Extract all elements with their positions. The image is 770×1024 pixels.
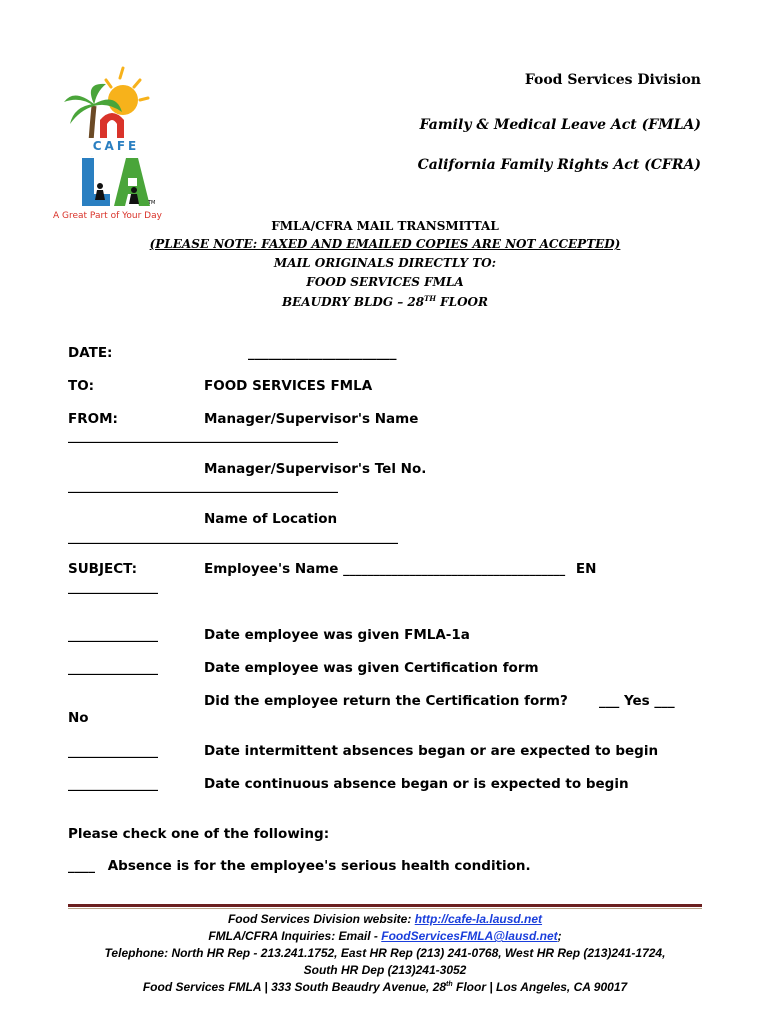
fmla1a-date-label: Date employee was given FMLA-1a <box>204 627 470 643</box>
health-condition-label: Absence is for the employee's serious health condition. <box>107 858 531 874</box>
footer-address <box>0 980 770 994</box>
footer-address-sup: th <box>446 981 453 988</box>
mail-recipient-line: FOOD SERVICES FMLA <box>306 275 464 289</box>
mail-address-line <box>0 294 770 309</box>
logo-tm: TM <box>148 200 156 206</box>
footer-inquiries-line <box>0 929 770 943</box>
manager-name-blank[interactable]: _____________________________________________ <box>68 429 338 443</box>
transmittal-note: (PLEASE NOTE: FAXED AND EMAILED COPIES ARE NOT ACCEPTED) <box>149 237 621 251</box>
logo-brand-text: CAFE <box>92 139 140 153</box>
fmla-title: Family & Medical Leave Act (FMLA) <box>419 117 701 133</box>
footer-email-after: ; <box>557 929 562 943</box>
location-blank[interactable]: _______________________________________________________ <box>68 530 398 544</box>
footer-website-label: Food Services Division website: <box>227 912 412 926</box>
employee-name-blank[interactable]: _____________________________________ <box>343 562 566 576</box>
employee-name-label: Employee's Name <box>204 561 339 577</box>
en-label: EN <box>575 561 597 577</box>
fmla1a-date-blank[interactable]: _______________ <box>68 628 158 642</box>
health-condition-option <box>68 858 531 874</box>
cfra-title: California Family Rights Act (CFRA) <box>417 157 701 173</box>
cafe-la-logo <box>53 66 170 231</box>
mail-address-tail: FLOOR <box>435 295 488 309</box>
certification-returned-yes[interactable]: ___ Yes ___ <box>599 693 675 709</box>
mail-address-sup: TH <box>424 294 436 303</box>
manager-tel-blank[interactable]: _____________________________________________ <box>68 479 338 493</box>
footer-website-line <box>0 912 770 926</box>
mail-originals-line: MAIL ORIGINALS DIRECTLY TO: <box>273 256 497 270</box>
footer-email-link[interactable]: FoodServicesFMLA@lausd.net <box>381 929 558 943</box>
footer-divider <box>68 904 702 907</box>
continuous-date-label: Date continuous absence began or is expected to begin <box>204 776 629 792</box>
footer-inquiries-label: FMLA/CFRA Inquiries: Email - <box>208 929 382 943</box>
manager-name-label: Manager/Supervisor's Name <box>204 411 419 427</box>
intermittent-date-blank[interactable]: _______________ <box>68 744 158 758</box>
certification-date-blank[interactable]: _______________ <box>68 661 158 675</box>
footer-address-tail: Floor | Los Angeles, CA 90017 <box>452 980 628 994</box>
sun-icon <box>108 85 138 115</box>
location-label: Name of Location <box>204 511 338 527</box>
certification-returned-label: Did the employee return the Certification form? <box>204 693 568 709</box>
date-label: DATE: <box>68 345 113 361</box>
health-condition-checkbox[interactable]: ____ <box>68 858 95 874</box>
from-label: FROM: <box>68 411 118 427</box>
manager-tel-label: Manager/Supervisor's Tel No. <box>204 461 427 477</box>
footer-phones: Telephone: North HR Rep - 213.241.1752, East HR Rep (213) 241-0768, West HR Rep (213)241-1724, <box>104 946 666 960</box>
employee-name-line <box>204 561 596 577</box>
check-heading: Please check one of the following: <box>68 826 330 842</box>
intermittent-date-label: Date intermittent absences began or are expected to begin <box>204 743 659 759</box>
mail-address-main: BEAUDRY BLDG – 28 <box>282 295 425 309</box>
date-blank[interactable]: ______________________ <box>248 345 397 361</box>
division-title: Food Services Division <box>524 72 701 88</box>
footer-divider-accent <box>68 908 702 909</box>
subject-label: SUBJECT: <box>68 561 137 577</box>
continuous-date-blank[interactable]: _______________ <box>68 777 158 791</box>
to-value: FOOD SERVICES FMLA <box>204 378 373 394</box>
footer-south-hr: South HR Dep (213)241-3052 <box>303 963 467 977</box>
logo-tagline: A Great Part of Your Day <box>53 211 162 221</box>
certification-date-label: Date employee was given Certification form <box>204 660 539 676</box>
certification-returned-no[interactable]: No <box>68 710 89 726</box>
transmittal-title: FMLA/CFRA MAIL TRANSMITTAL <box>271 219 499 233</box>
to-label: TO: <box>68 378 95 394</box>
footer-website-link[interactable]: http://cafe-la.lausd.net <box>414 912 543 926</box>
footer-address-main: Food Services FMLA | 333 South Beaudry Avenue, 28 <box>142 980 447 994</box>
en-blank[interactable]: _______________ <box>68 580 158 594</box>
